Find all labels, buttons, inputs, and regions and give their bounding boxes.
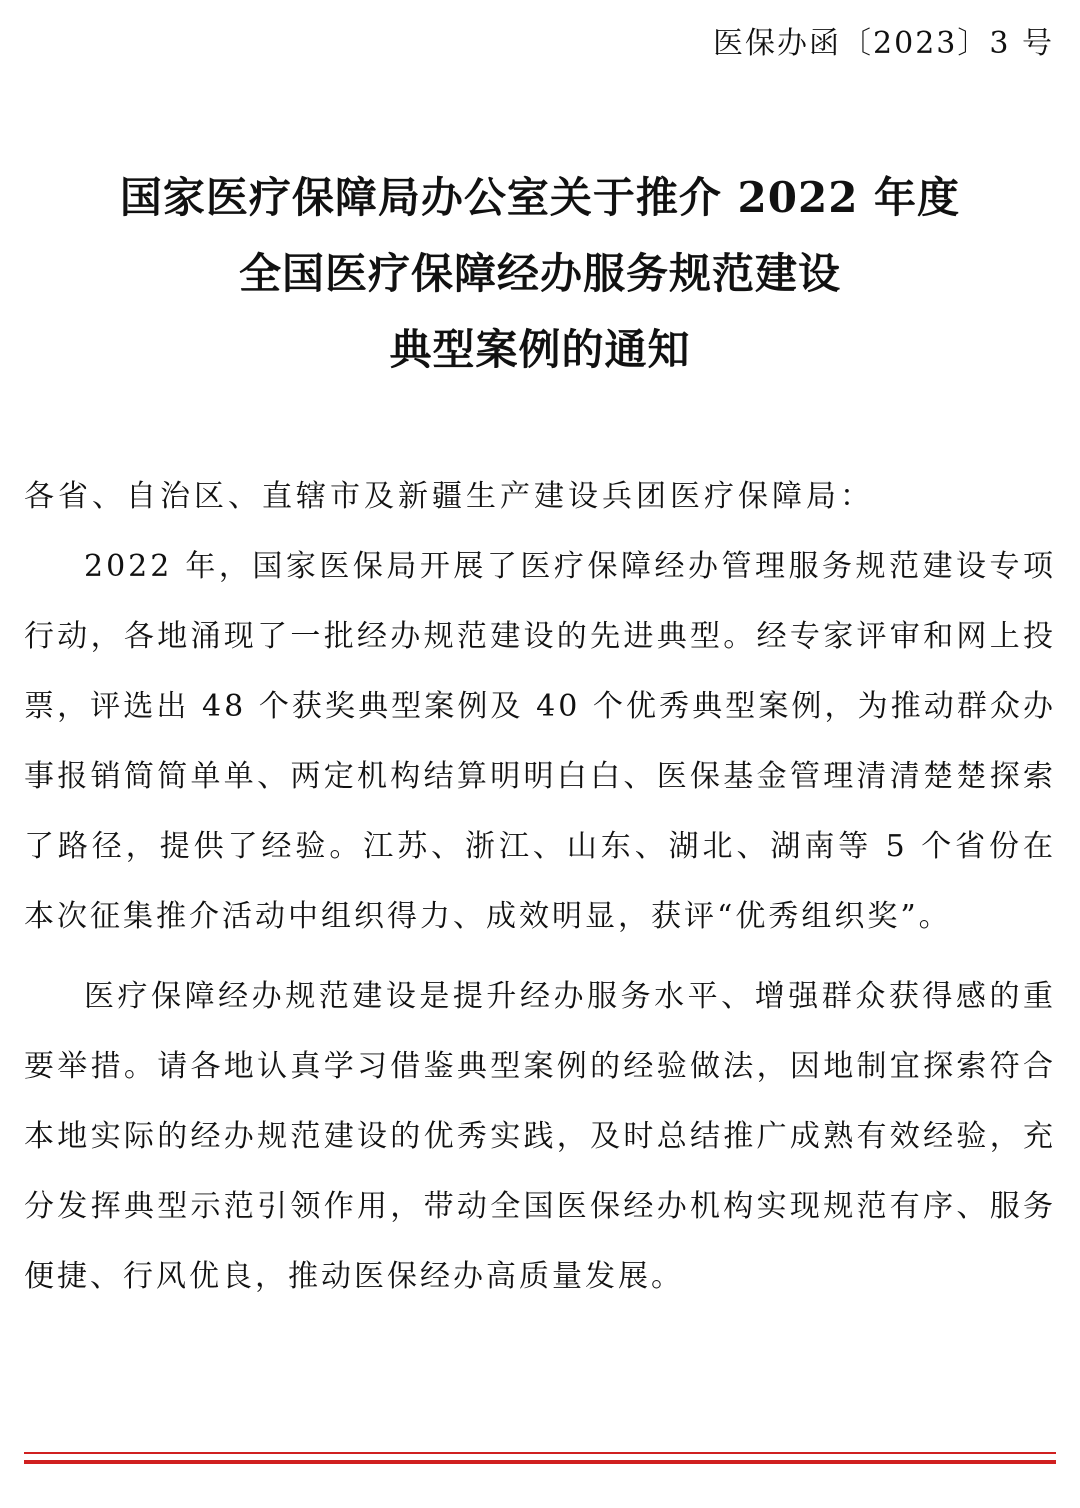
- footer-rule-thick: [24, 1460, 1056, 1464]
- salutation: 各省、自治区、直辖市及新疆生产建设兵团医疗保障局：: [24, 479, 874, 514]
- title-line-2: 全国医疗保障经办服务规范建设: [238, 249, 841, 298]
- paragraph-1: 2022 年，国家医保局开展了医疗保障经办管理服务规范建设专项行动，各地涌现了一批经办规范建设的先进典型。经专家评审和网上投票，评选出 48 个获奖典型案例及 40 个优秀典型案例，为推动群众办事报销简简单单、两定机构结算明明白白、医保基金管理清清楚楚探索了路径，提供了经验。江苏、浙江、山东、湖北、湖南等 5 个省份在本次征集推介活动中组织得力、成效明显，获评“优秀组织奖”。: [24, 549, 1056, 934]
- paragraph-2: 医疗保障经办规范建设是提升经办服务水平、增强群众获得感的重要举措。请各地认真学习借鉴典型案例的经验做法，因地制宜探索符合本地实际的经办规范建设的优秀实践，及时总结推广成熟有效经验，充分发挥典型示范引领作用，带动全国医保经办机构实现规范有序、服务便捷、行风优良，推动医保经办高质量发展。: [24, 979, 1056, 1294]
- footer-rule-thin: [24, 1452, 1056, 1454]
- notice-body: [24, 462, 1056, 1312]
- title-line-1: 国家医疗保障局办公室关于推介 2022 年度: [119, 173, 961, 222]
- doc-number: 医保办函〔2023〕3 号: [713, 26, 1054, 61]
- footer-rule: [24, 1452, 1056, 1464]
- notice-title: [0, 160, 1080, 388]
- title-line-3: 典型案例的通知: [389, 325, 691, 374]
